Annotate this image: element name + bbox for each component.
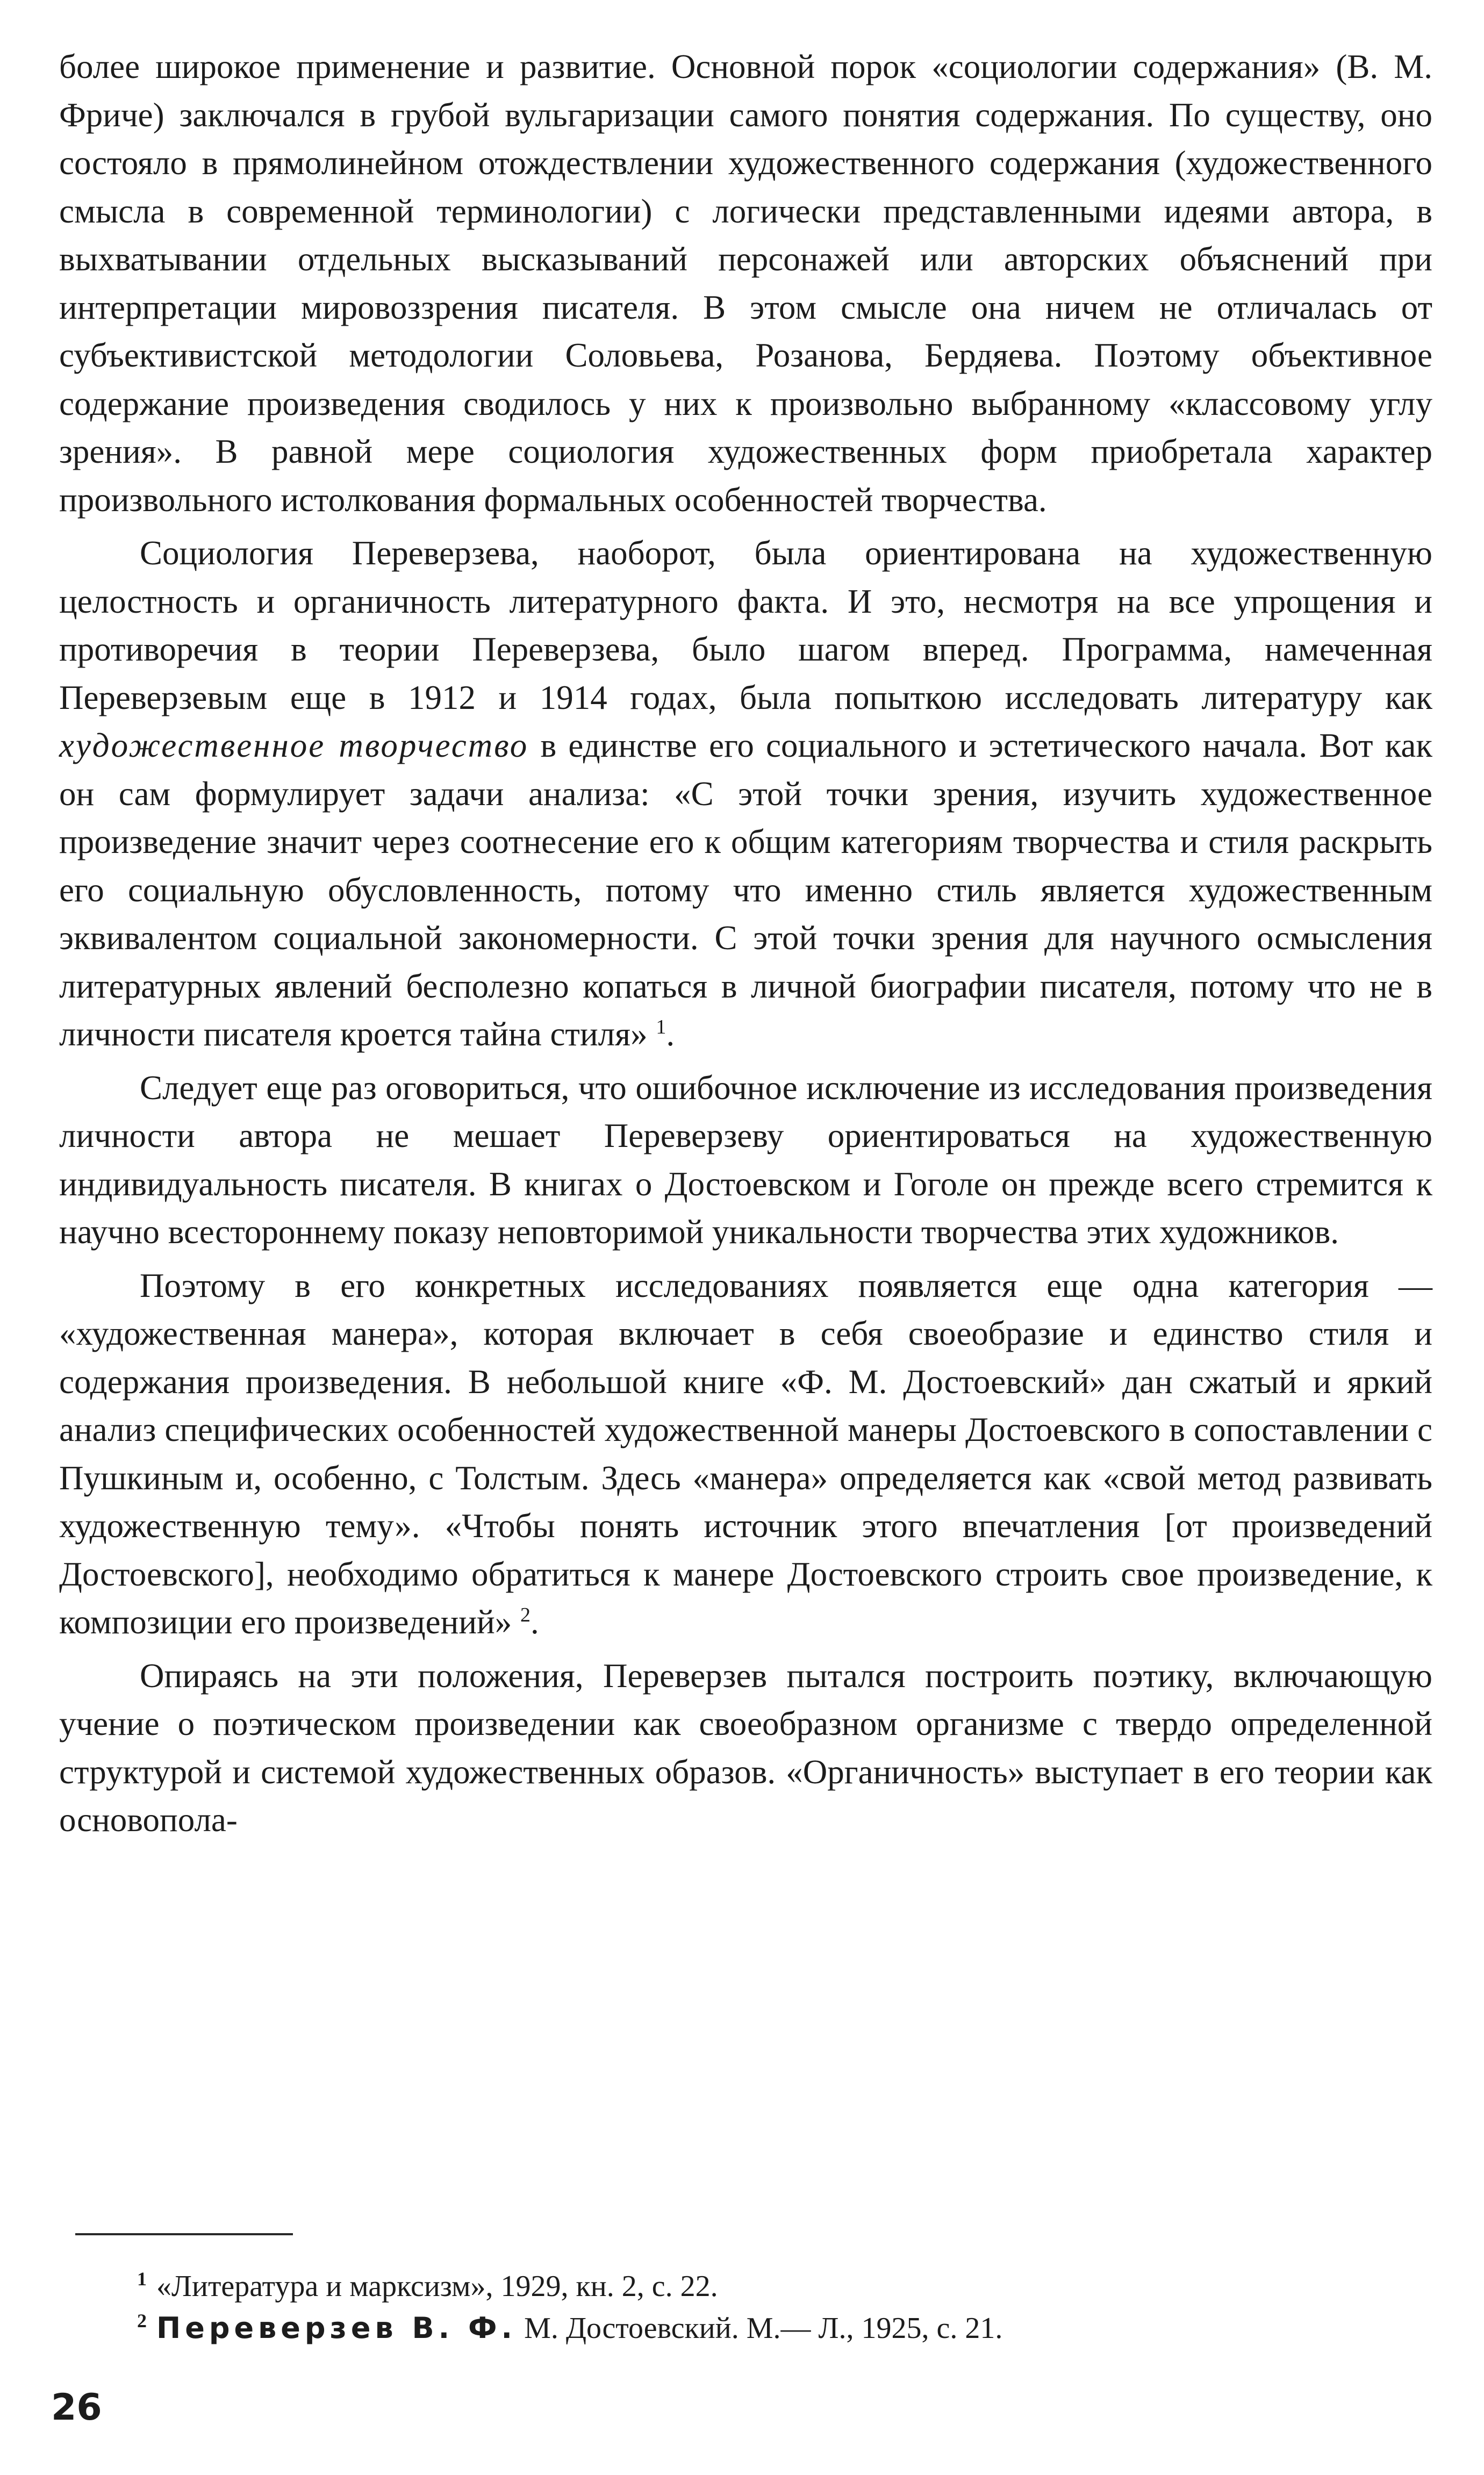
paragraph-2-end: . [666, 1015, 675, 1053]
footnote-2-mark: 2 [137, 2310, 147, 2332]
footnote-2 [137, 2307, 1400, 2349]
footnote-ref-1[interactable]: 1 [656, 1016, 666, 1038]
paragraph-4-text: Поэтому в его конкретных исследованиях появляется еще одна категория — «художественная манера», которая включает в себя своеобразие и единство стиля и содержания произведения. В небольшой книге «Ф. М. Достоевский» дан сжатый и яркий анализ специфических особенностей художественной манеры Достоевского в сопоставлении с Пушкиным и, особенно, с Толстым. Здесь «манера» определяется как «свой метод развивать художественную тему». «Чтобы понять источник этого впечатления [от произведений Достоевского], необходимо обратиться к манере Достоевского строить свое произведение, к композиции его произведений» [59, 1266, 1432, 1641]
paragraph-2-text-before: Социология Переверзева, наоборот, была ориентирована на художественную целостность и органичность литературного факта. И это, несмотря на все упрощения и противоречия в теории Переверзева, было шагом вперед. Программа, намеченная Переверзевым еще в 1912 и 1914 годах, была попыткою исследовать литературу как [59, 534, 1432, 716]
footnotes [137, 2265, 1400, 2349]
paragraph-3: Следует еще раз оговориться, что ошибочное исключение из исследования произведения личности автора не мешает Переверзеву ориентироваться на художественную индивидуальность писателя. В книгах о Достоевском и Гоголе он прежде всего стремится к научно всестороннему показу неповторимой уникальности творчества этих художников. [59, 1068, 1432, 1251]
footnote-2-author: Переверзев В. Ф. [156, 2311, 517, 2345]
footnote-1-mark: 1 [137, 2268, 147, 2290]
footnote-2-text: М. Достоевский. М.— Л., 1925, с. 21. [517, 2312, 1003, 2345]
paragraph-1: более широкое применение и развитие. Основной порок «социологии содержания» (В. М. Фриче) заключался в грубой вульгаризации самого понятия содержания. По существу, оно состояло в прямолинейном отождествлении художественного содержания (художественного смысла в современной терминологии) с логически представленными идеями автора, в выхватывании отдельных высказываний персонажей или авторских объяснений при интерпретации мировоззрения писателя. В этом смысле она ничем не отличалась от субъективистской методологии Соловьева, Розанова, Бердяева. Поэтому объективное содержание произведения сводилось у них к произвольно выбранному «классовому углу зрения». В равной мере социология художественных форм приобретала характер произвольного истолкования формальных особенностей творчества. [59, 48, 1432, 519]
paragraph-4 [59, 1262, 1432, 1647]
footnote-1-text: «Литература и марксизм», 1929, кн. 2, с. 22. [156, 2270, 718, 2303]
paragraph-2-emphasis: художественное творчество [59, 727, 529, 764]
page-body [59, 43, 1432, 1845]
footnote-1 [137, 2265, 1400, 2307]
footnote-separator [75, 2233, 293, 2235]
paragraph-4-end: . [530, 1603, 539, 1641]
paragraph-5: Опираясь на эти положения, Переверзев пытался построить поэтику, включающую учение о поэтическом произведении как своеобразном организме с твердо определенной структурой и системой художественных образов. «Органичность» выступает в его теории как основопола- [59, 1656, 1432, 1839]
paragraph-2 [59, 529, 1432, 1059]
paragraph-2-text-after: в единстве его социального и эстетического начала. Вот как он сам формулирует задачи анализа: «С этой точки зрения, изучить художественное произведение значит через соотнесение его к общим категориям творчества и стиля раскрыть его социальную обусловленность, потому что именно стиль является художественным эквивалентом социальной закономерности. С этой точки зрения для научного осмысления литературных явлений бесполезно копаться в личной биографии писателя, потому что не в личности писателя кроется тайна стиля» [59, 727, 1432, 1053]
page-number: 26 [51, 2386, 102, 2429]
footnote-ref-2[interactable]: 2 [520, 1604, 531, 1626]
